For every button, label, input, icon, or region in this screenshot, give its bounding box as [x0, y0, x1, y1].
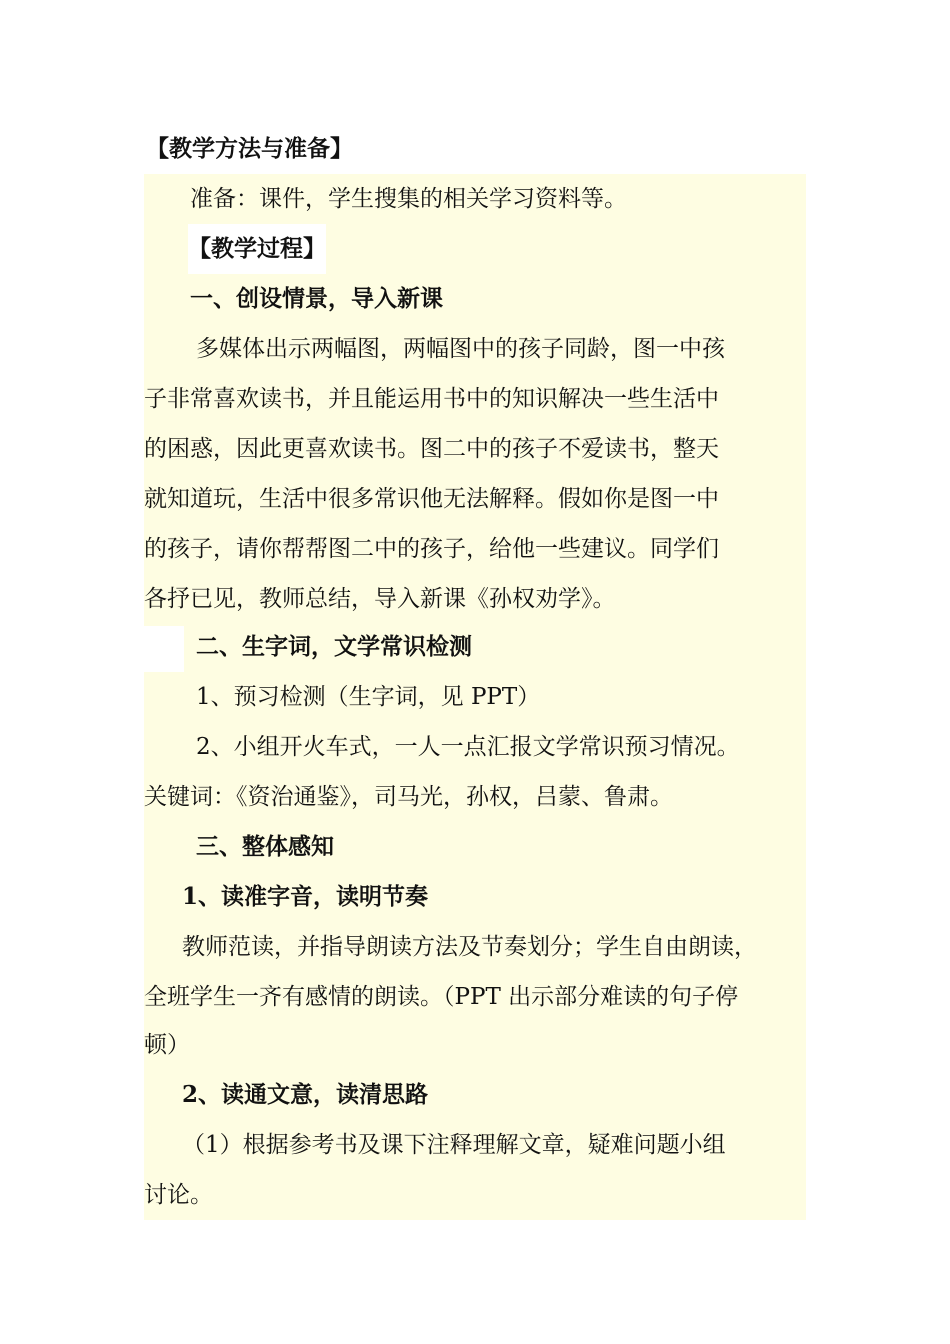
section-2-title: 二、生字词，文学常识检测 — [196, 633, 472, 660]
shade-gap — [144, 626, 184, 672]
s3-p2-line-2: 讨论。 — [144, 1182, 213, 1208]
s3-p1-line-3: 顿） — [144, 1032, 190, 1058]
s3-p1-line-1: 教师范读，并指导朗读方法及节奏划分；学生自由朗读， — [182, 934, 757, 960]
s2-item-2-line-2: 关键词：《资治通鉴》，司马光，孙权，吕蒙、鲁肃。 — [144, 784, 673, 810]
s3-p2-line-1: （1）根据参考书及课下注释理解文章，疑难问题小组 — [182, 1132, 726, 1158]
s2-item-2-line-1: 2、小组开火车式，一人一点汇报文学常识预习情况。 — [196, 734, 740, 760]
s1-line-1: 多媒体出示两幅图，两幅图中的孩子同龄，图一中孩 — [196, 336, 725, 362]
heading-method: 【教学方法与准备】 — [146, 135, 353, 162]
s1-line-5: 的孩子，请你帮帮图二中的孩子，给他一些建议。同学们 — [144, 536, 719, 562]
s1-line-2: 子非常喜欢读书，并且能运用书中的知识解决一些生活中 — [144, 386, 719, 412]
s3-subtitle-1: 1、读准字音，读明节奏 — [182, 883, 429, 910]
s1-line-4: 就知道玩，生活中很多常识他无法解释。假如你是图一中 — [144, 486, 719, 512]
s3-subtitle-2: 2、读通文意，读清思路 — [182, 1081, 429, 1108]
prep-line: 准备：课件，学生搜集的相关学习资料等。 — [190, 174, 627, 224]
s2-item-1: 1、预习检测（生字词，见 PPT） — [196, 684, 541, 710]
section-3-title: 三、整体感知 — [196, 833, 334, 860]
section-1-title: 一、创设情景，导入新课 — [190, 285, 443, 312]
heading-process: 【教学过程】 — [188, 224, 326, 274]
s3-p1-line-2: 全班学生一齐有感情的朗读。（PPT 出示部分难读的句子停 — [144, 984, 739, 1010]
s1-line-3: 的困惑，因此更喜欢读书。图二中的孩子不爱读书，整天 — [144, 436, 719, 462]
s1-line-6: 各抒已见，教师总结，导入新课《孙权劝学》。 — [144, 586, 616, 612]
